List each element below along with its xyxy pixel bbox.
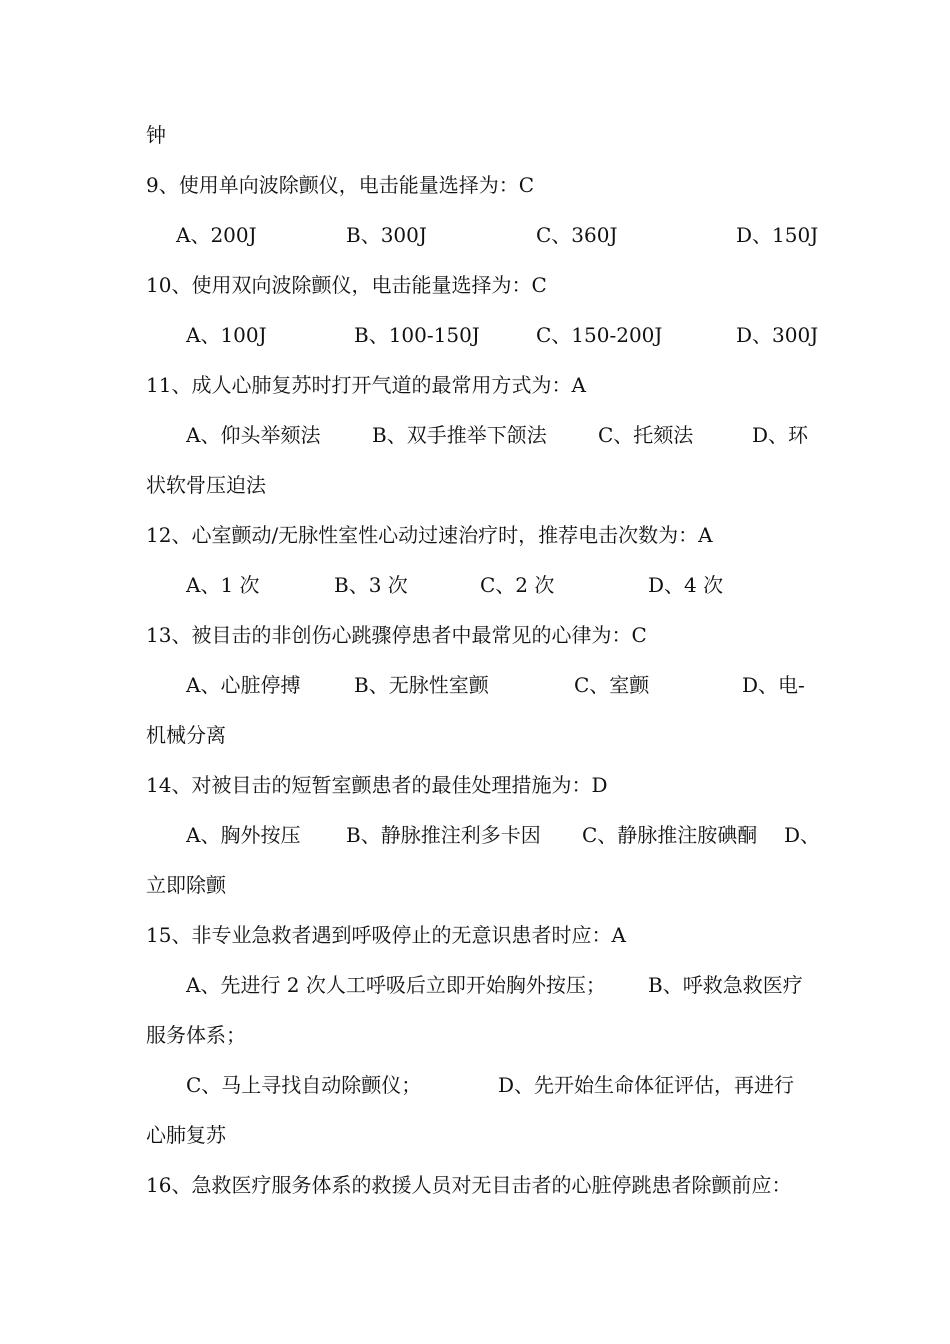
q15-option-d: D、先开始生命体征评估，再进行 — [498, 1073, 795, 1097]
q9-option-a: A、200J — [176, 223, 257, 247]
q14-option-a: A、胸外按压 — [186, 823, 301, 847]
question-9-options — [176, 220, 819, 250]
q14-option-d: D、 — [784, 823, 821, 847]
question-15-options-line2 — [186, 1070, 810, 1100]
question-13: 13、被目击的非创伤心跳骤停患者中最常见的心律为：C — [146, 623, 647, 647]
q12-option-b: B、3 次 — [334, 573, 408, 597]
q10-option-d: D、300J — [736, 323, 819, 347]
q10-option-b: B、100-150J — [354, 323, 480, 347]
q12-option-a: A、1 次 — [186, 573, 260, 597]
question-9: 9、使用单向波除颤仪，电击能量选择为：C — [146, 173, 535, 197]
q15-option-a: A、先进行 2 次人工呼吸后立即开始胸外按压； — [186, 973, 606, 997]
q12-option-c: C、2 次 — [480, 573, 555, 597]
question-13-wrap: 机械分离 — [146, 723, 226, 747]
question-14-wrap: 立即除颤 — [146, 873, 226, 897]
q9-option-b: B、300J — [346, 223, 427, 247]
q14-option-c: C、静脉推注胺碘酮 — [582, 823, 758, 847]
question-11-options — [186, 420, 810, 450]
q11-option-b: B、双手推举下颌法 — [372, 423, 547, 447]
question-12: 12、心室颤动/无脉性室性心动过速治疗时，推荐电击次数为：A — [146, 523, 713, 547]
q12-option-d: D、4 次 — [648, 573, 724, 597]
question-10-options — [186, 320, 819, 350]
question-15-wrap2: 心肺复苏 — [146, 1123, 226, 1147]
q10-option-a: A、100J — [186, 323, 267, 347]
q11-option-a: A、仰头举颏法 — [186, 423, 321, 447]
question-11-wrap: 状软骨压迫法 — [146, 473, 266, 497]
q13-option-a: A、心脏停搏 — [186, 673, 301, 697]
question-16: 16、急救医疗服务体系的救援人员对无目击者的心脏停跳患者除颤前应： — [146, 1173, 792, 1197]
q15-option-c: C、马上寻找自动除颤仪； — [186, 1073, 422, 1097]
q15-option-b: B、呼救急救医疗 — [648, 973, 803, 997]
q9-option-c: C、360J — [536, 223, 618, 247]
question-14: 14、对被目击的短暂室颤患者的最佳处理措施为：D — [146, 773, 608, 797]
q13-option-c: C、室颤 — [574, 673, 650, 697]
question-14-options — [186, 820, 821, 850]
question-10: 10、使用双向波除颤仪，电击能量选择为：C — [146, 273, 547, 297]
q11-option-c: C、托颏法 — [598, 423, 694, 447]
question-15-wrap1: 服务体系； — [146, 1023, 246, 1047]
q10-option-c: C、150-200J — [536, 323, 663, 347]
question-11: 11、成人心肺复苏时打开气道的最常用方式为：A — [146, 373, 586, 397]
q14-option-b: B、静脉推注利多卡因 — [346, 823, 541, 847]
question-12-options — [186, 570, 810, 600]
question-13-options — [186, 670, 810, 700]
question-15-options-line1 — [186, 970, 810, 1000]
q13-option-d: D、电- — [742, 673, 805, 697]
q13-option-b: B、无脉性室颤 — [354, 673, 489, 697]
carry-over-text: 钟 — [146, 123, 166, 147]
question-15: 15、非专业急救者遇到呼吸停止的无意识患者时应：A — [146, 923, 626, 947]
q9-option-d: D、150J — [736, 223, 819, 247]
q11-option-d: D、环 — [752, 423, 809, 447]
